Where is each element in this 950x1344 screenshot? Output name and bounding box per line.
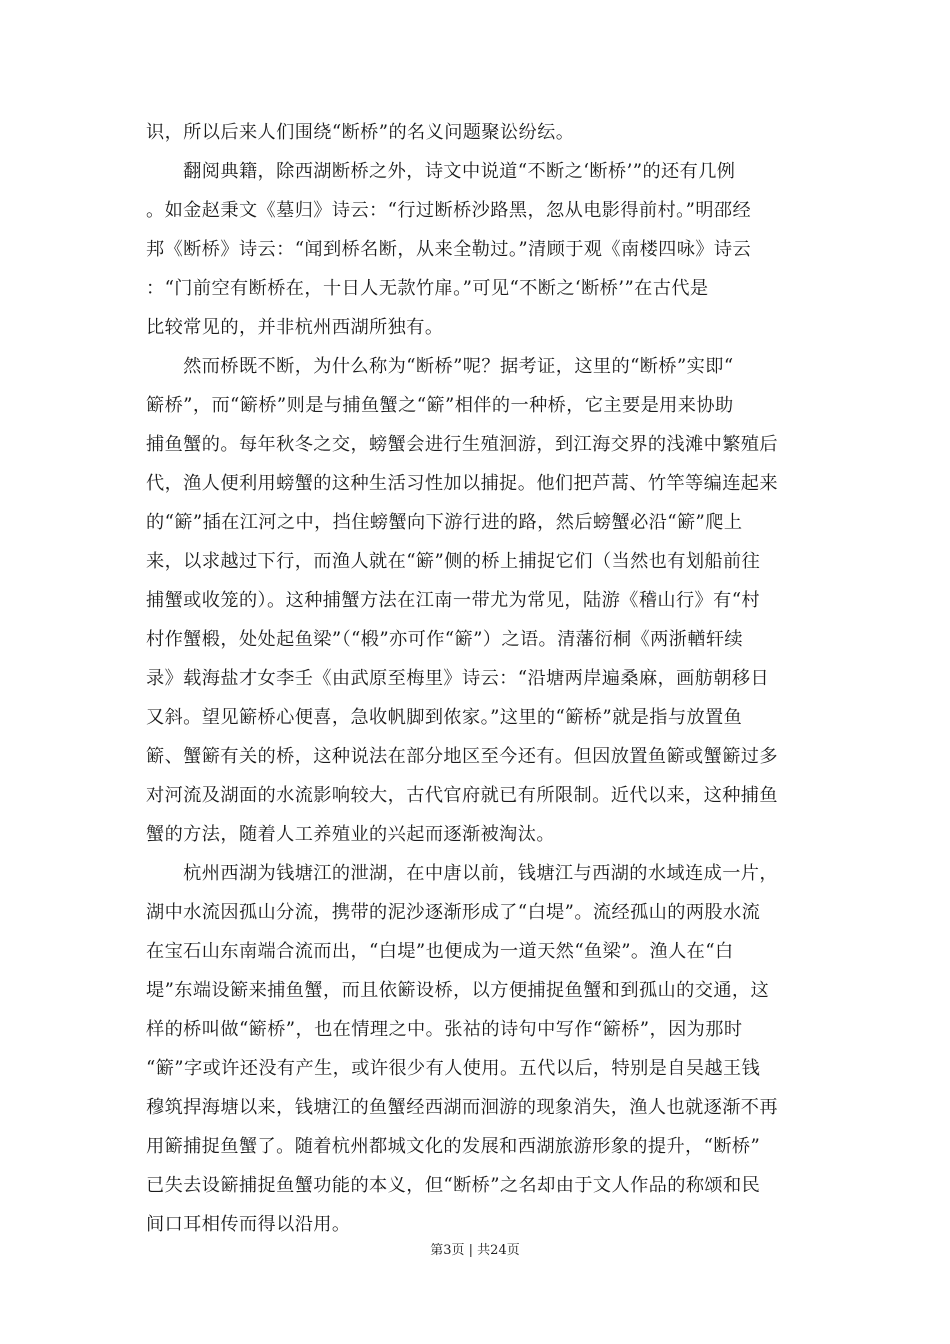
text-line: 湖中水流因孤山分流，携带的泥沙逐渐形成了“白堤”。流经孤山的两股水流 — [146, 902, 761, 923]
text-line: “簖”字或许还没有产生，或许很少有人使用。五代以后，特别是自吴越王钱 — [146, 1058, 761, 1079]
text-line: 比较常见的，并非杭州西湖所独有。 — [146, 317, 444, 338]
text-line: 穆筑捍海塘以来，钱塘江的鱼蟹经西湖而洄游的现象消失，渔人也就逐渐不再 — [146, 1097, 778, 1118]
text-line: 捕鱼蟹的。每年秋冬之交，螃蟹会进行生殖洄游，到江海交界的浅滩中繁殖后 — [146, 434, 778, 455]
text-line: 间口耳相传而得以沿用。 — [146, 1214, 351, 1235]
text-line: 杭州西湖为钱塘江的泄湖，在中唐以前，钱塘江与西湖的水域连成一片， — [146, 863, 778, 884]
text-line: 邦《断桥》诗云：“闻到桥名断，从来全勒过。”清顾于观《南楼四咏》诗云 — [146, 239, 752, 260]
text-line: 。如金赵秉文《墓归》诗云：“行过断桥沙路黑，忽从电影得前村。”明邵经 — [146, 200, 752, 221]
text-line: ：“门前空有断桥在，十日人无款竹扉。”可见“不断之‘断桥’”在古代是 — [146, 278, 709, 299]
text-line: 簖桥”，而“簖桥”则是与捕鱼蟹之“簖”相伴的一种桥，它主要是用来协助 — [146, 395, 734, 416]
text-line: 样的桥叫做“簖桥”，也在情理之中。张祜的诗句中写作“簖桥”，因为那时 — [146, 1019, 743, 1040]
text-line: 又斜。望见簖桥心便喜，急收帆脚到侬家。”这里的“簖桥”就是指与放置鱼 — [146, 707, 743, 728]
text-line: 翻阅典籍，除西湖断桥之外，诗文中说道“不断之‘断桥’”的还有几例 — [146, 161, 736, 182]
text-line: 用簖捕捉鱼蟹了。随着杭州都城文化的发展和西湖旅游形象的提升，“断桥” — [146, 1136, 761, 1157]
text-line: 来，以求越过下行，而渔人就在“簖”侧的桥上捕捉它们（当然也有划船前往 — [146, 551, 761, 572]
text-line: 录》载海盐才女李壬《由武原至梅里》诗云：“沿塘两岸遍桑麻，画舫朝移日 — [146, 668, 770, 689]
text-line: 蟹的方法，随着人工养殖业的兴起而逐渐被淘汰。 — [146, 824, 555, 845]
text-line: 村作蟹椴，处处起鱼梁”（“椴”亦可作“簖”）之语。清藩衍桐《两浙輶轩续 — [146, 629, 744, 650]
page-footer: 第3页 | 共24页 — [430, 1243, 520, 1258]
text-line: 然而桥既不断，为什么称为“断桥”呢？据考证，这里的“断桥”实即“ — [146, 356, 734, 377]
text-line: 对河流及湖面的水流影响较大，古代官府就已有所限制。近代以来，这种捕鱼 — [146, 785, 778, 806]
text-line: 簖、蟹簖有关的桥，这种说法在部分地区至今还有。但因放置鱼簖或蟹簖过多 — [146, 746, 778, 767]
text-line: 堤”东端设簖来捕鱼蟹，而且依簖设桥，以方便捕捉鱼蟹和到孤山的交通，这 — [146, 980, 770, 1001]
text-line: 捕蟹或收笼的）。这种捕蟹方法在江南一带尤为常见，陆游《稽山行》有“村 — [146, 590, 760, 611]
text-line: 代，渔人便利用螃蟹的这种生活习性加以捕捉。他们把芦蒿、竹竿等编连起来 — [146, 473, 778, 494]
text-line: 在宝石山东南端合流而出，“白堤”也便成为一道天然“鱼梁”。渔人在“白 — [146, 941, 734, 962]
text-line: 已失去设簖捕捉鱼蟹功能的本义，但“断桥”之名却由于文人作品的称颂和民 — [146, 1175, 761, 1196]
text-line: 的“簖”插在江河之中，挡住螃蟹向下游行进的路，然后螃蟹必沿“簖”爬上 — [146, 512, 743, 533]
text-line: 识，所以后来人们围绕“断桥”的名义问题聚讼纷纭。 — [146, 122, 575, 143]
